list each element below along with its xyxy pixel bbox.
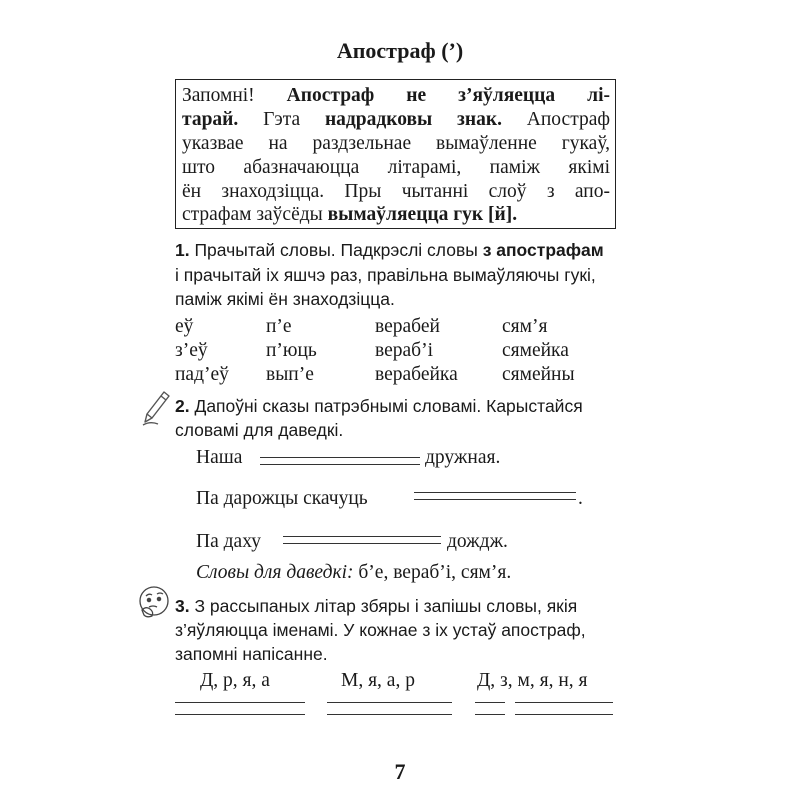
rule-emphasis: вымаўляецца гук [й]. [327, 204, 518, 225]
letter-group-3: Д, з, м, я, н, я [477, 670, 588, 691]
rule-line-3: указвае на раздзельнае вымаўленне гукаў, [182, 133, 610, 154]
sentence-3-start: Па даху [196, 531, 261, 552]
answer-line[interactable] [515, 714, 613, 715]
page-title: Апостраф (’) [336, 38, 464, 63]
rule-text: Гэта [238, 109, 325, 130]
sentence-3-end: дождж. [447, 531, 508, 552]
sentence-1-start: Наша [196, 447, 243, 468]
sentence-2-end: . [578, 488, 583, 509]
sentence-1-end: дружная. [425, 447, 501, 468]
word: верабей [375, 316, 440, 337]
rule-emphasis: надрадковы знак. [324, 109, 502, 130]
task1-line-2: і прачытай іх яшчэ раз, правільна вымаўляючы гукі, [175, 265, 596, 285]
answer-line[interactable] [175, 702, 305, 703]
task2-number: 2. [175, 396, 190, 416]
rule-emphasis: Апостраф не з’яўляецца лі- [286, 85, 610, 106]
answer-blank-2[interactable] [414, 492, 576, 500]
answer-blank-1[interactable] [260, 457, 420, 465]
word: еў [175, 316, 194, 337]
letter-group-2: М, я, а, р [341, 670, 415, 691]
rule-remember: Запомні! [182, 85, 287, 106]
task3-text: З рассыпаных літар збяры і запішы словы, якія [189, 596, 578, 616]
word: вераб’і [375, 340, 433, 361]
task2-text: Дапоўні сказы патрэбнымі словамі. Карыстайся [189, 396, 583, 416]
task1-line-1 [175, 240, 604, 261]
task1-emphasis: з апострафам [482, 240, 604, 260]
rule-line-1 [182, 85, 610, 107]
task3-line-3: запомні напісанне. [175, 644, 328, 664]
word: верабейка [375, 364, 458, 385]
rule-text: страфам заўсёды [182, 204, 328, 225]
word: пад’еў [175, 364, 229, 385]
answer-blank-3[interactable] [283, 536, 441, 544]
word: сямейка [502, 340, 569, 361]
task3-line-1 [175, 596, 577, 617]
hint-words: б’е, вераб’і, сям’я. [353, 562, 512, 583]
rule-emphasis: тарай. [182, 109, 239, 130]
task3-number: 3. [175, 596, 190, 616]
answer-line[interactable] [327, 702, 452, 703]
task2-line-1 [175, 396, 583, 417]
pencil-icon [140, 388, 172, 428]
sentence-2-start: Па дарожцы скачуць [196, 488, 368, 509]
rule-text: Апостраф [501, 109, 610, 130]
hint-label: Словы для даведкі: [196, 562, 354, 583]
word: вып’е [266, 364, 314, 385]
answer-line[interactable] [475, 702, 505, 703]
task1-text: Прачытай словы. Падкрэслі словы [189, 240, 483, 260]
hint-line [196, 562, 511, 584]
rule-line-4: што абазначаюцца літарамі, паміж якімі [182, 157, 610, 178]
answer-line[interactable] [175, 714, 305, 715]
task3-line-2: з’яўляюцца іменамі. У кожнае з іх устаў апостраф, [175, 620, 586, 640]
rule-line-5: ён знаходзіцца. Пры чытанні слоў з апо- [182, 181, 610, 202]
word: сям’я [502, 316, 548, 337]
word: з’еў [175, 340, 208, 361]
answer-line[interactable] [327, 714, 452, 715]
task2-line-2: словамі для даведкі. [175, 420, 344, 440]
answer-line[interactable] [475, 714, 505, 715]
rule-line-2 [182, 109, 610, 131]
word: сямейны [502, 364, 575, 385]
task1-number: 1. [175, 240, 190, 260]
answer-line[interactable] [515, 702, 613, 703]
letter-group-1: Д, р, я, а [200, 670, 270, 691]
word: п’е [266, 316, 292, 337]
task1-line-3: паміж якімі ён знаходзіцца. [175, 289, 395, 309]
rule-line-6 [182, 204, 610, 226]
word: п’юць [266, 340, 317, 361]
thinking-face-icon [136, 582, 176, 622]
page-number: 7 [394, 759, 406, 784]
